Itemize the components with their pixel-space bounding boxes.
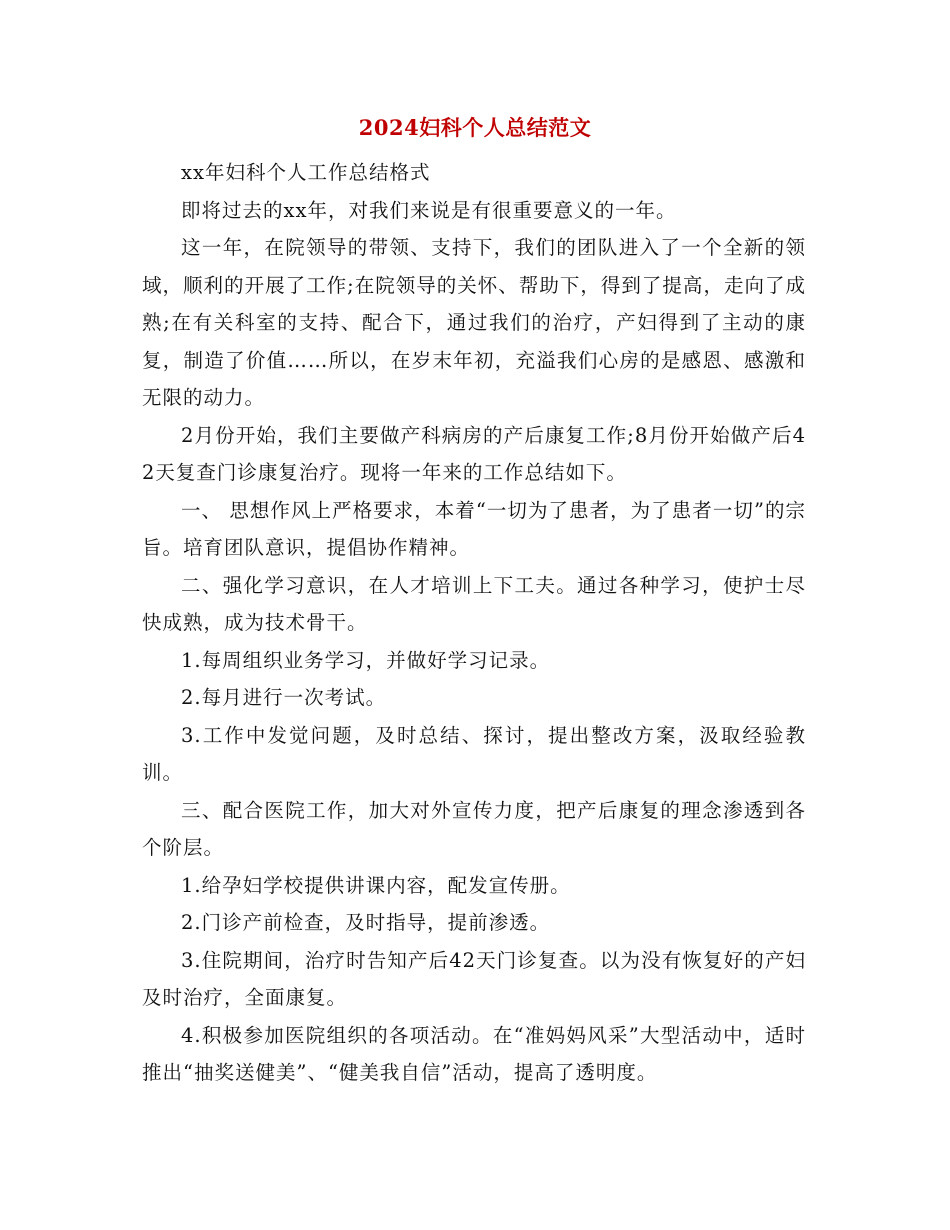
list-item: 3.住院期间，治疗时告知产后42天门诊复查。以为没有恢复好的产妇及时治疗，全面康复。 [142,948,806,1009]
list-item: 4.积极参加医院组织的各项活动。在“准妈妈风采”大型活动中，适时推出“抽奖送健美”、“健美我自信”活动，提高了透明度。 [142,1023,806,1084]
document-body [142,154,806,1092]
paragraph-section-two: 二、强化学习意识，在人才培训上下工夫。通过各种学习，使护士尽快成熟，成为技术骨干。 [142,573,806,634]
list-item: 1.给孕妇学校提供讲课内容，配发宣传册。 [181,873,571,897]
paragraph-work-start: 2月份开始，我们主要做产科病房的产后康复工作;8月份开始做产后42天复查门诊康复治疗。现将一年来的工作总结如下。 [142,423,806,484]
paragraph-intro: 即将过去的xx年，对我们来说是有很重要意义的一年。 [181,198,677,222]
document-title: 2024妇科个人总结范文 [358,115,592,140]
paragraph-year-review: 这一年，在院领导的带领、支持下，我们的团队进入了一个全新的领域，顺利的开展了工作;在院领导的关怀、帮助下，得到了提高，走向了成熟;在有关科室的支持、配合下，通过我们的治疗，产妇得到了主动的康复，制造了价值……所以，在岁末年初，充溢我们心房的是感恩、感激和无限的动力。 [142,236,806,409]
paragraph-section-three: 三、配合医院工作，加大对外宣传力度，把产后康复的理念渗透到各个阶层。 [142,798,806,859]
list-item: 1.每周组织业务学习，并做好学习记录。 [181,648,551,672]
list-item: 2.每月进行一次考试。 [181,686,387,709]
list-item: 3.工作中发觉问题，及时总结、探讨，提出整改方案，汲取经验教训。 [142,723,806,784]
list-item: 2.门诊产前检查，及时指导，提前渗透。 [181,911,551,934]
paragraph-subtitle: xx年妇科个人工作总结格式 [181,161,431,184]
paragraph-section-one: 一、 思想作风上严格要求，本着“一切为了患者，为了患者一切”的宗旨。培育团队意识，提倡协作精神。 [142,498,806,559]
